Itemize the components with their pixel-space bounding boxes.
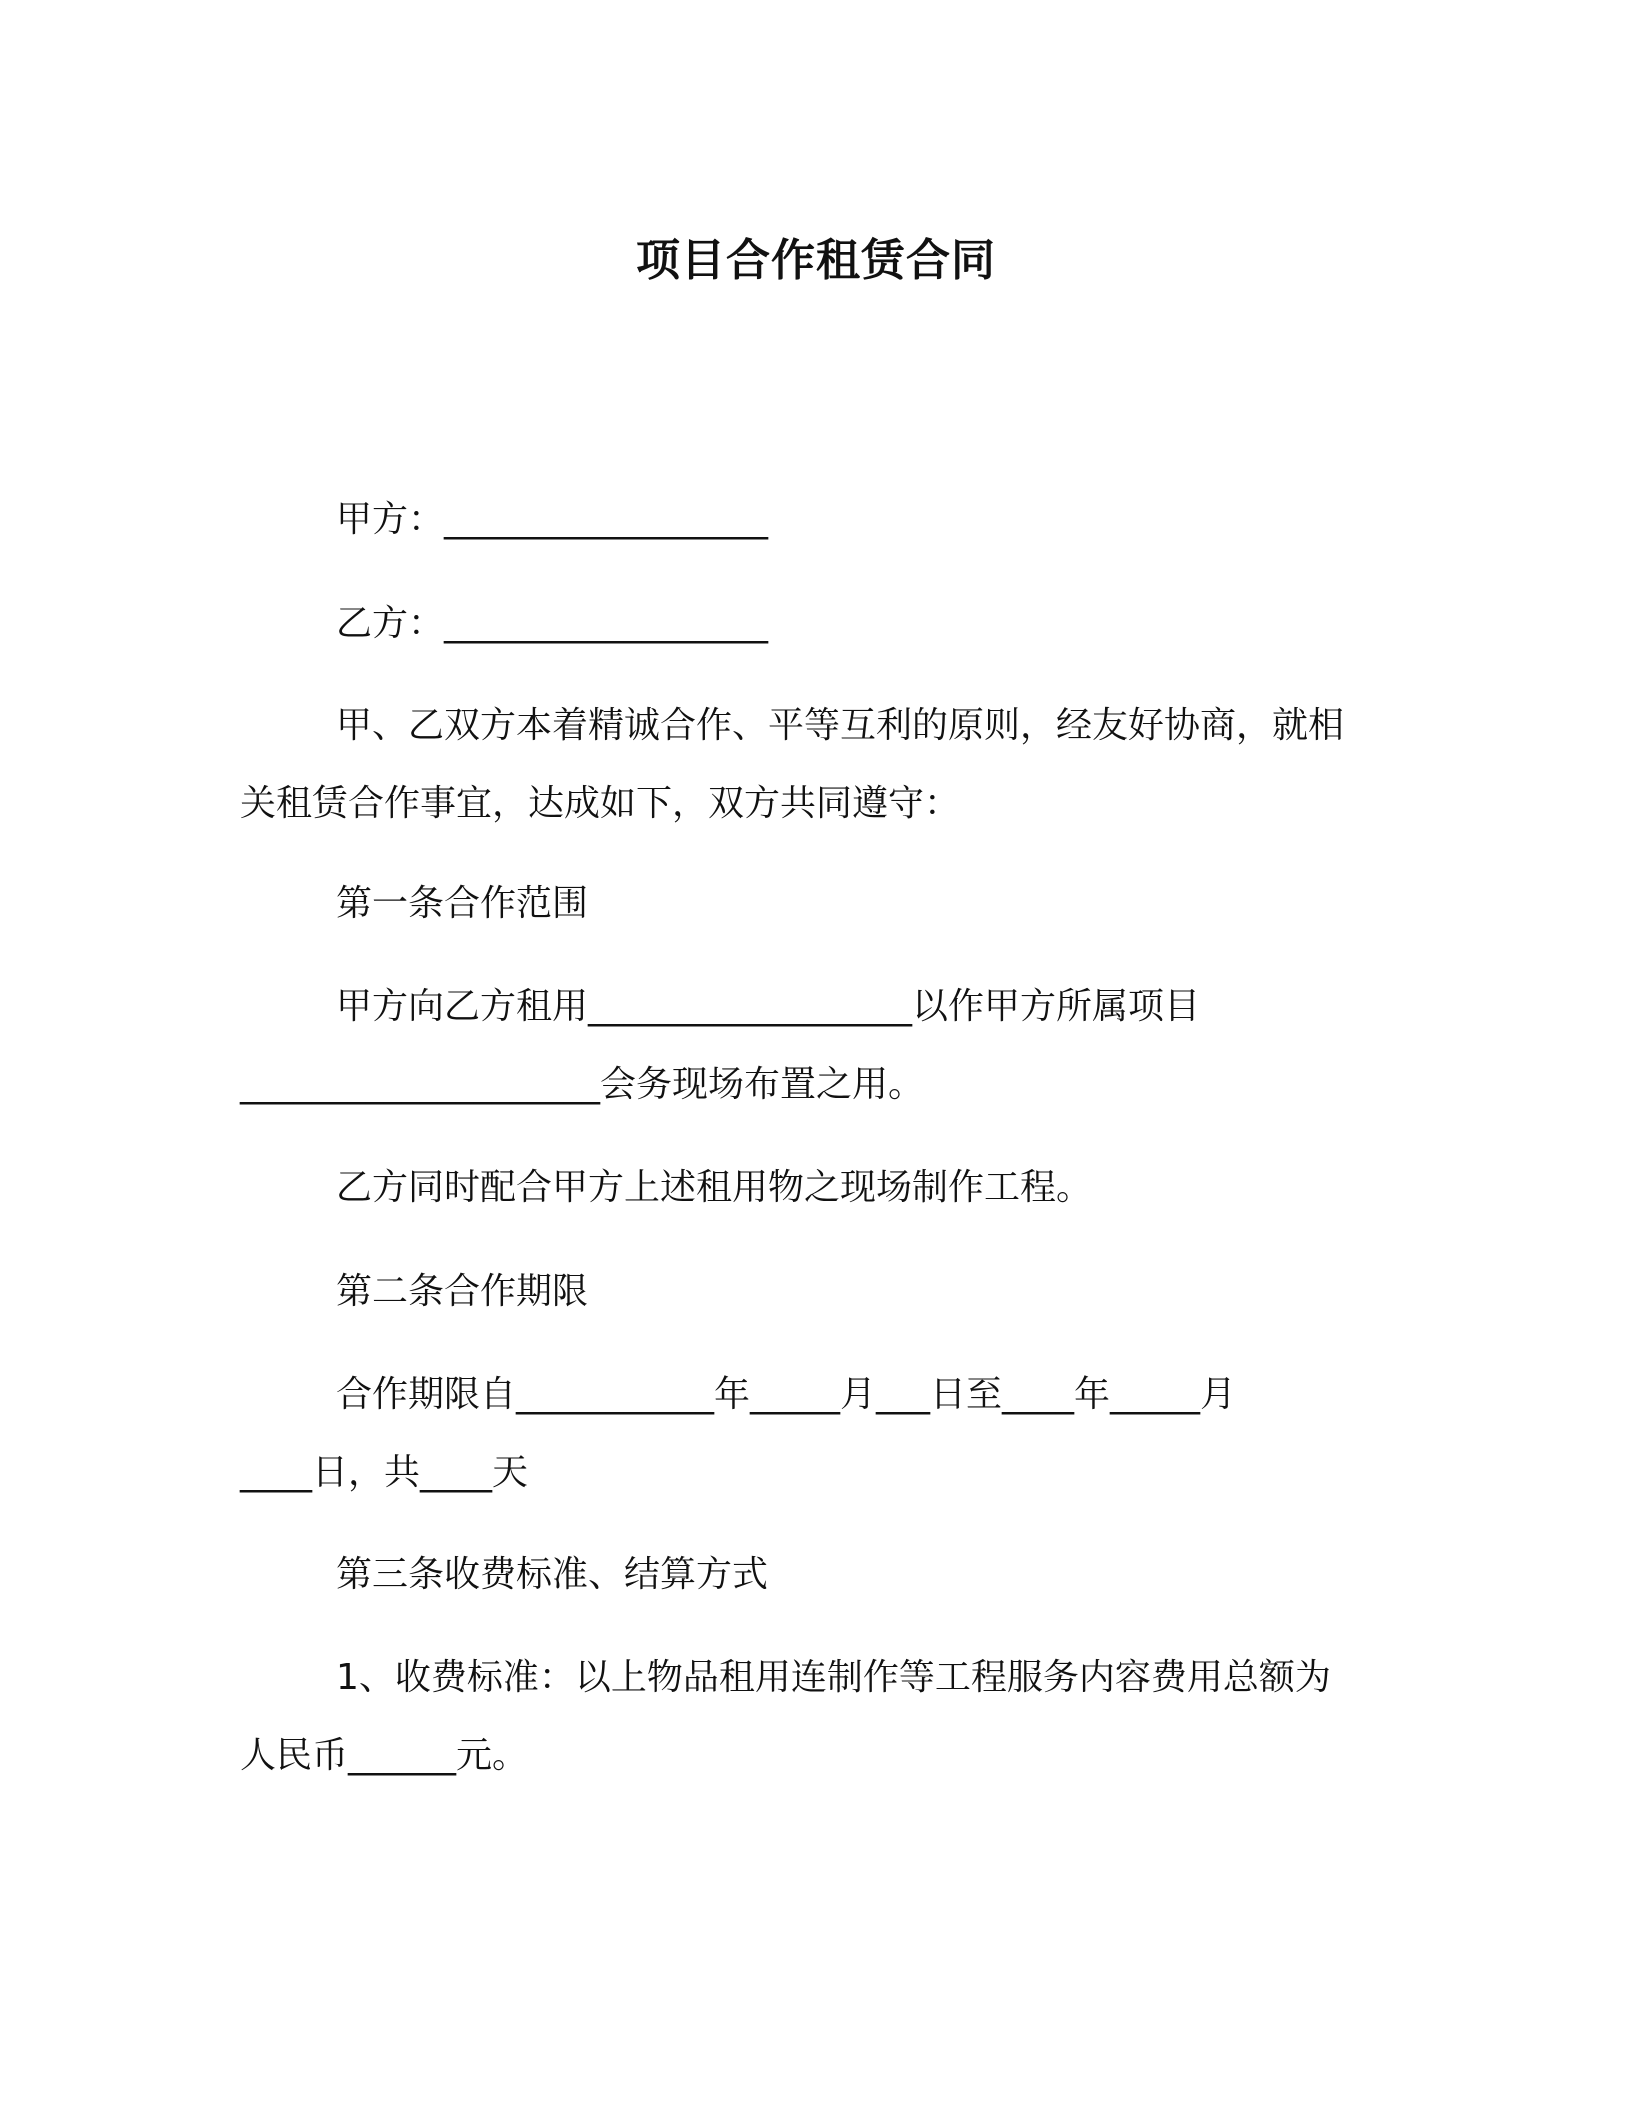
article-2-paragraph-line-2: ____日，共____天 bbox=[240, 1452, 529, 1493]
intro-paragraph-line-2: 关租赁合作事宜，达成如下，双方共同遵守： bbox=[240, 783, 961, 824]
article-3-paragraph-line-2: 人民币______元。 bbox=[240, 1735, 529, 1776]
party-b-line: 乙方：__________________ bbox=[336, 603, 769, 644]
document-title: 项目合作租赁合同 bbox=[636, 235, 996, 286]
party-a-line: 甲方：__________________ bbox=[336, 499, 769, 540]
intro-paragraph-line-1: 甲、乙双方本着精诚合作、平等互利的原则，经友好协商，就相 bbox=[336, 705, 1345, 746]
article-1-paragraph-line-2: ____________________会务现场布置之用。 bbox=[240, 1064, 925, 1105]
article-3-paragraph-line-1: 1、收费标准：以上物品租用连制作等工程服务内容费用总额为 bbox=[336, 1657, 1331, 1698]
article-2-paragraph-line-1: 合作期限自___________年_____月___日至____年_____月 bbox=[336, 1374, 1237, 1415]
article-1-heading: 第一条合作范围 bbox=[336, 883, 589, 924]
article-1-paragraph-2: 乙方同时配合甲方上述租用物之现场制作工程。 bbox=[336, 1167, 1093, 1208]
article-3-heading: 第三条收费标准、结算方式 bbox=[336, 1554, 769, 1595]
article-1-paragraph-line-1: 甲方向乙方租用__________________以作甲方所属项目 bbox=[336, 986, 1201, 1027]
article-2-heading: 第二条合作期限 bbox=[336, 1271, 589, 1312]
